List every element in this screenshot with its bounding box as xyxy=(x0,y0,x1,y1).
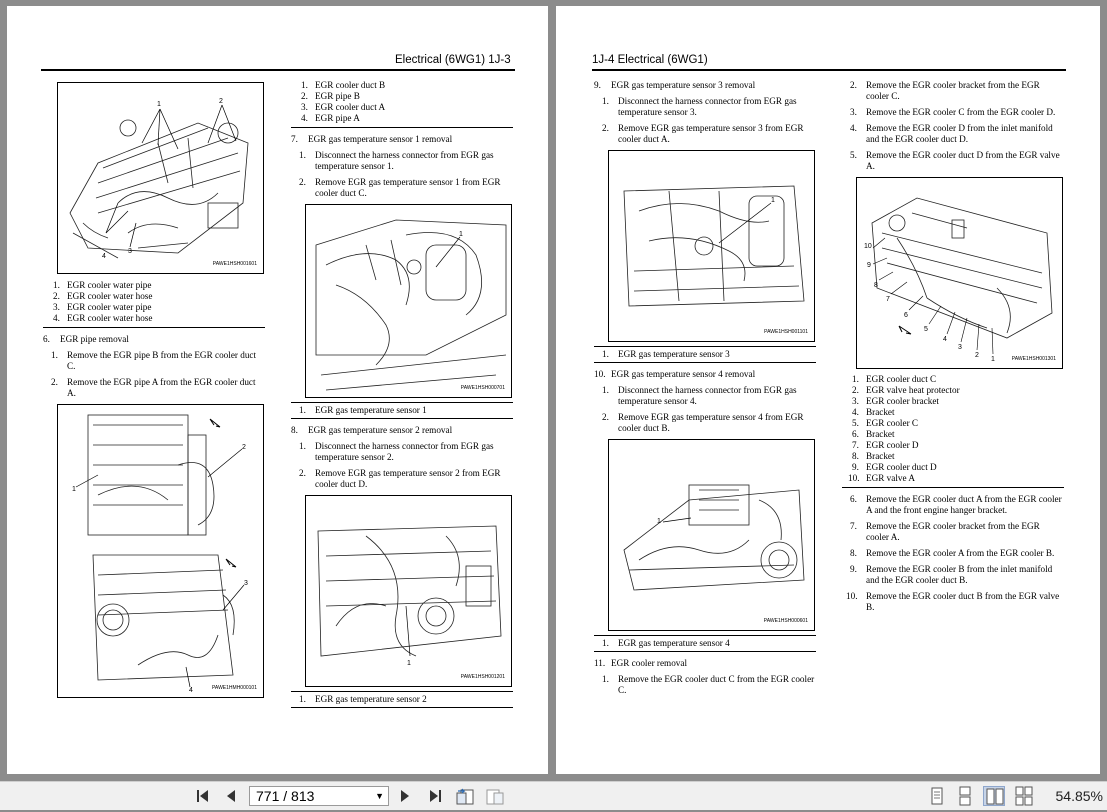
substep: 8. Remove the EGR cooler A from the EGR cooler B. xyxy=(850,548,1055,558)
figure-code: PAWE1HSH001601 xyxy=(212,261,257,267)
figure-egr-gas-temp-sensor-1 xyxy=(305,204,512,398)
last-page-icon[interactable] xyxy=(424,787,444,805)
callout-label: 4 xyxy=(189,687,193,694)
right-column-2 xyxy=(842,80,1064,618)
figure-code: PAWE1HSH000601 xyxy=(763,618,808,624)
engine-illustration xyxy=(609,440,814,630)
legend-item: 2. EGR pipe B xyxy=(301,91,360,101)
page-header: 1J-4 Electrical (6WG1) xyxy=(592,54,708,66)
figure-code: PAWE1HSH001201 xyxy=(460,674,505,680)
next-view-icon[interactable] xyxy=(484,787,506,805)
figure-caption: 1. EGR gas temperature sensor 2 xyxy=(299,694,427,704)
callout-label: 2 xyxy=(219,98,223,105)
left-column-2 xyxy=(291,80,513,714)
step-heading: 8. EGR gas temperature sensor 2 removal xyxy=(291,425,453,435)
caption-rule xyxy=(594,651,816,652)
engine-illustration xyxy=(857,178,1062,368)
figure-code: PAWE1HSH000701 xyxy=(460,385,505,391)
legend-item: 10. EGR valve A xyxy=(848,473,915,483)
caption-rule xyxy=(291,402,513,403)
header-rule xyxy=(41,69,515,71)
two-page-view-icon[interactable] xyxy=(983,786,1005,806)
legend-item: 1. EGR cooler duct B xyxy=(301,80,386,90)
callout-label: 4 xyxy=(943,336,947,343)
chevron-down-icon[interactable]: ▼ xyxy=(375,791,384,801)
caption-rule xyxy=(291,418,513,419)
substep: 2. Remove EGR gas temperature sensor 3 from EGR cooler duct A. xyxy=(602,123,804,144)
figure-egr-gas-temp-sensor-2 xyxy=(305,495,512,687)
continuous-view-icon[interactable] xyxy=(954,786,976,806)
step-heading: 9. EGR gas temperature sensor 3 removal xyxy=(594,80,756,90)
legend-item: 4. EGR pipe A xyxy=(301,113,360,123)
figure-egr-cooler-assembly xyxy=(856,177,1063,369)
callout-label: 4 xyxy=(102,253,106,260)
figure-code: PAWE1HSH001101 xyxy=(764,329,808,335)
engine-illustration xyxy=(58,83,263,273)
legend-item: 6. Bracket xyxy=(852,429,895,439)
step-heading: 10. EGR gas temperature sensor 4 removal xyxy=(594,369,756,379)
callout-label: 1 xyxy=(72,486,76,493)
callout-label: 9 xyxy=(867,262,871,269)
substep: 10. Remove the EGR cooler duct B from the EGR valve B. xyxy=(846,591,1060,612)
legend-item: 1. EGR cooler water pipe xyxy=(53,280,152,290)
engine-illustration xyxy=(58,405,263,697)
two-page-continuous-view-icon[interactable] xyxy=(1013,786,1035,806)
legend-rule xyxy=(43,327,265,328)
figure-egr-cooler-water-pipes xyxy=(57,82,264,274)
page-number-value: 771 / 813 xyxy=(256,788,315,804)
figure-code: PAWE1HMH000101 xyxy=(211,685,257,691)
legend-item: 2. EGR valve heat protector xyxy=(852,385,960,395)
legend-item: 7. EGR cooler D xyxy=(852,440,919,450)
legend-item: 5. EGR cooler C xyxy=(852,418,919,428)
right-column-1 xyxy=(594,80,816,701)
legend-rule xyxy=(291,127,513,128)
caption-rule xyxy=(291,691,513,692)
left-column-1 xyxy=(43,78,265,702)
callout-label: 3 xyxy=(244,580,248,587)
callout-label: 3 xyxy=(128,248,132,255)
substep: 7. Remove the EGR cooler bracket from the EGR cooler A. xyxy=(850,521,1040,542)
figure-egr-gas-temp-sensor-3 xyxy=(608,150,815,342)
substep: 1. Disconnect the harness connector from EGR gas temperature sensor 4. xyxy=(602,385,797,406)
callout-label: 8 xyxy=(874,282,878,289)
caption-rule xyxy=(291,707,513,708)
legend-item: 3. EGR cooler water pipe xyxy=(53,302,152,312)
substep: 2. Remove EGR gas temperature sensor 2 from EGR cooler duct D. xyxy=(299,468,501,489)
substep: 6. Remove the EGR cooler duct A from the EGR cooler A and the front engine hanger bracket. xyxy=(850,494,1062,515)
callout-label: 1 xyxy=(771,197,775,204)
callout-label: 2 xyxy=(242,444,246,451)
legend-item: 3. EGR cooler bracket xyxy=(852,396,939,406)
substep: 2. Remove the EGR cooler bracket from the EGR cooler C. xyxy=(850,80,1040,101)
substep: 1. Remove the EGR cooler duct C from the EGR cooler C. xyxy=(602,674,815,695)
figure-caption: 1. EGR gas temperature sensor 4 xyxy=(602,638,730,648)
callout-label: 7 xyxy=(886,296,890,303)
substep: 2. Remove EGR gas temperature sensor 4 from EGR cooler duct B. xyxy=(602,412,804,433)
substep: 9. Remove the EGR cooler B from the inlet manifold and the EGR cooler duct B. xyxy=(850,564,1053,585)
first-page-icon[interactable] xyxy=(194,787,214,805)
callout-label: 6 xyxy=(904,312,908,319)
page-header: Electrical (6WG1) 1J-3 xyxy=(395,54,511,66)
callout-label: 1 xyxy=(991,356,995,363)
substep: 1. Remove the EGR pipe B from the EGR cooler duct C. xyxy=(51,350,257,371)
caption-rule xyxy=(594,362,816,363)
legend-item: 8. Bracket xyxy=(852,451,895,461)
callout-label: 1 xyxy=(407,660,411,667)
figure-legend xyxy=(291,80,513,124)
figure-legend xyxy=(842,374,1064,484)
substep: 1. Disconnect the harness connector from EGR gas temperature sensor 1. xyxy=(299,150,494,171)
viewer-toolbar xyxy=(0,781,1107,810)
legend-item: 1. EGR cooler duct C xyxy=(852,374,937,384)
caption-rule xyxy=(594,346,816,347)
previous-view-icon[interactable] xyxy=(454,787,476,805)
substep: 1. Disconnect the harness connector from EGR gas temperature sensor 2. xyxy=(299,441,494,462)
callout-label: 3 xyxy=(958,344,962,351)
callout-label: 10 xyxy=(864,243,872,250)
figure-legend xyxy=(43,280,265,324)
callout-label: 1 xyxy=(657,518,661,525)
figure-caption: 1. EGR gas temperature sensor 1 xyxy=(299,405,427,415)
callout-label: 2 xyxy=(975,352,979,359)
next-page-icon[interactable] xyxy=(396,787,414,805)
figure-egr-pipes xyxy=(57,404,264,698)
substep: 2. Remove EGR gas temperature sensor 1 from EGR cooler duct C. xyxy=(299,177,501,198)
previous-page-icon[interactable] xyxy=(222,787,240,805)
callout-label: 1 xyxy=(459,231,463,238)
substep: 1. Disconnect the harness connector from EGR gas temperature sensor 3. xyxy=(602,96,797,117)
single-page-view-icon[interactable] xyxy=(926,786,948,806)
engine-illustration xyxy=(609,151,814,341)
caption-rule xyxy=(594,635,816,636)
legend-item: 3. EGR cooler duct A xyxy=(301,102,386,112)
document-page-right xyxy=(556,6,1100,774)
legend-item: 4. Bracket xyxy=(852,407,895,417)
substep: 3. Remove the EGR cooler C from the EGR cooler D. xyxy=(850,107,1056,117)
figure-code: PAWE1HSH001301 xyxy=(1011,356,1056,362)
step-heading: 11. EGR cooler removal xyxy=(594,658,688,668)
step-heading: 6. EGR pipe removal xyxy=(43,334,129,344)
substep: 2. Remove the EGR pipe A from the EGR cooler duct A. xyxy=(51,377,256,398)
engine-illustration xyxy=(306,205,511,397)
page-number-field[interactable] xyxy=(249,786,389,806)
substep: 5. Remove the EGR cooler duct D from the EGR valve A. xyxy=(850,150,1060,171)
legend-item: 2. EGR cooler water hose xyxy=(53,291,153,301)
header-rule xyxy=(592,69,1066,71)
substep: 4. Remove the EGR cooler D from the inlet manifold and the EGR cooler duct D. xyxy=(850,123,1053,144)
callout-label: 1 xyxy=(157,101,161,108)
step-heading: 7. EGR gas temperature sensor 1 removal xyxy=(291,134,453,144)
legend-item: 9. EGR cooler duct D xyxy=(852,462,937,472)
zoom-level[interactable]: 54.85% xyxy=(1055,788,1103,804)
figure-caption: 1. EGR gas temperature sensor 3 xyxy=(602,349,730,359)
figure-egr-gas-temp-sensor-4 xyxy=(608,439,815,631)
legend-item: 4. EGR cooler water hose xyxy=(53,313,153,323)
callout-label: 5 xyxy=(924,326,928,333)
legend-rule xyxy=(842,487,1064,488)
document-page-left xyxy=(7,6,548,774)
